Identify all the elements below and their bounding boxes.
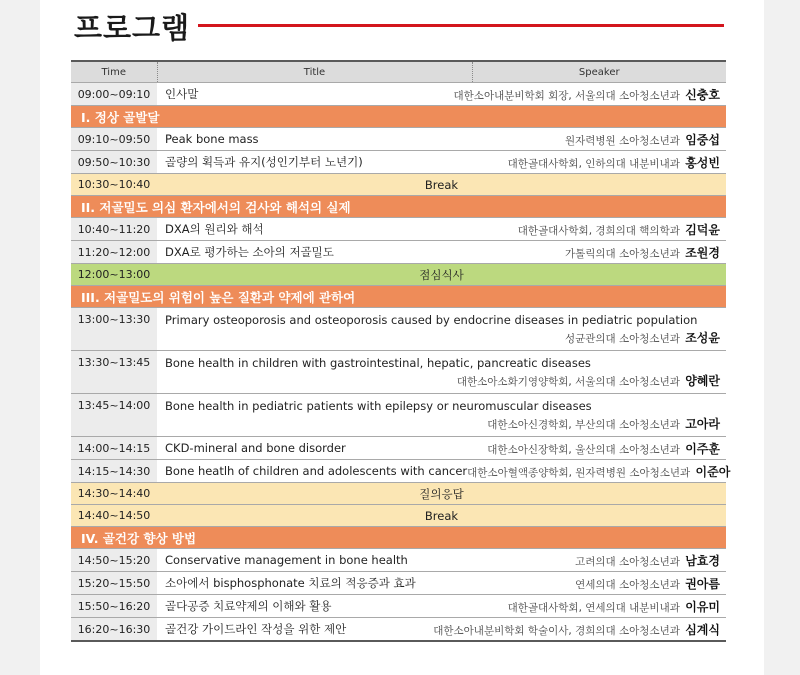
speaker-name: 임중섭 [685,132,720,147]
session-detail [157,308,726,351]
speaker-name: 이유미 [685,599,720,614]
break-row [71,174,726,196]
session-detail [157,394,726,437]
session-time: 09:00~09:10 [71,83,157,106]
session-time: 10:40~11:20 [71,218,157,241]
session-row [71,572,726,595]
session-title: 골량의 획득과 유지(성인기부터 노년기) [165,155,363,169]
speaker [487,440,720,457]
session-time: 09:10~09:50 [71,128,157,151]
speaker [454,86,720,103]
program-table [71,60,731,642]
session-time: 13:30~13:45 [71,351,157,394]
speaker-name: 이준아 [695,464,731,479]
session-detail [157,128,726,151]
session-detail [157,218,726,241]
speaker-affiliation: 원자력병원 소아청소년과 [564,134,680,147]
speaker [508,598,720,615]
session-row [71,595,726,618]
break-label: Break [157,174,726,196]
speaker-name: 조성윤 [685,331,720,345]
speaker-name: 조원경 [685,245,720,260]
speaker-name: 남효경 [685,553,720,568]
session-detail [157,572,726,595]
session-title: Conservative management in bone health [165,553,408,567]
session-detail [157,241,726,264]
section-title: III. 저골밀도의 위험이 높은 질환과 약제에 관하여 [71,286,726,308]
speaker [565,131,720,148]
session-detail [157,618,726,642]
section-header [71,106,726,128]
session-title: DXA의 원리와 해석 [165,222,264,236]
session-time: 13:00~13:30 [71,308,157,351]
speaker [518,221,720,238]
header-title: Title [157,61,472,83]
speaker-affiliation: 성균관의대 소아청소년과 [564,333,680,345]
speaker-name: 양혜란 [685,374,720,388]
speaker-affiliation: 대한소아내분비학회 학술이사, 경희의대 소아청소년과 [433,624,680,637]
session-time: 16:20~16:30 [71,618,157,642]
speaker-affiliation: 대한골대사학회, 연세의대 내분비내과 [507,601,680,614]
session-title: Bone heatlh of children and adolescents with cancer [165,464,468,478]
session-row [71,218,726,241]
session-title: 소아에서 bisphosphonate 치료의 적응증과 효과 [165,576,416,590]
speaker-affiliation: 대한소아내분비학회 회장, 서울의대 소아청소년과 [453,89,680,102]
session-title: DXA로 평가하는 소아의 저골밀도 [165,245,334,259]
section-header [71,196,726,218]
section-title: IV. 골건강 향상 방법 [71,527,726,549]
title-rule [198,24,724,27]
session-row [71,618,726,642]
table-header [71,61,726,83]
break-row [71,264,726,286]
speaker [165,329,720,346]
section-title: I. 정상 골발달 [71,106,726,128]
speaker-name: 홍성빈 [685,155,720,170]
session-detail [157,351,726,394]
header-time: Time [71,61,157,83]
session-row [71,308,726,351]
session-time: 11:20~12:00 [71,241,157,264]
session-title: 골건강 가이드라인 작성을 위한 제안 [165,622,347,636]
speaker-name: 고아라 [685,417,720,431]
session-time: 13:45~14:00 [71,394,157,437]
speaker [575,552,720,569]
session-time: 09:50~10:30 [71,151,157,174]
session-row [71,151,726,174]
speaker-affiliation: 대한소아소화기영양학회, 서울의대 소아청소년과 [456,376,680,388]
session-detail [157,437,726,460]
session-row [71,437,726,460]
speaker [467,463,730,480]
session-title: Bone health in pediatric patients with epilepsy or neuromuscular diseases [165,399,592,413]
speaker [165,372,720,389]
session-detail [157,83,726,106]
session-time: 14:50~15:20 [71,549,157,572]
session-title: 인사말 [165,87,199,101]
break-label: 질의응답 [157,483,726,505]
speaker [565,244,720,261]
section-header [71,527,726,549]
speaker [165,415,720,432]
session-title: Bone health in children with gastrointestinal, hepatic, pancreatic diseases [165,356,591,370]
break-row [71,483,726,505]
section-header [71,286,726,308]
session-row [71,460,726,483]
speaker-affiliation: 가톨릭의대 소아청소년과 [564,247,680,260]
session-row [71,549,726,572]
session-row [71,394,726,437]
speaker-affiliation: 대한소아신장학회, 울산의대 소아청소년과 [487,443,680,456]
session-row [71,83,726,106]
session-time: 15:50~16:20 [71,595,157,618]
speaker [575,575,720,592]
speaker-name: 이주훈 [685,441,720,456]
speaker-affiliation: 대한골대사학회, 경희의대 핵의학과 [517,224,680,237]
session-title: CKD-mineral and bone disorder [165,441,346,455]
session-row [71,351,726,394]
speaker [433,621,720,638]
session-detail [157,549,726,572]
session-row [71,241,726,264]
session-title: Peak bone mass [165,132,259,146]
speaker-affiliation: 고려의대 소아청소년과 [575,555,680,568]
speaker-affiliation: 대한골대사학회, 인하의대 내분비내과 [507,157,680,170]
speaker-affiliation: 연세의대 소아청소년과 [575,578,680,591]
speaker-affiliation: 대한소아신경학회, 부산의대 소아청소년과 [487,419,680,431]
page-title: 프로그램 [74,11,191,45]
program-body [71,83,731,642]
session-time: 14:00~14:15 [71,437,157,460]
session-title: Primary osteoporosis and osteoporosis caused by endocrine diseases in pediatric population [165,313,698,327]
speaker [508,154,720,171]
session-detail [157,595,726,618]
speaker-name: 신충호 [685,87,720,102]
program-page [40,0,764,675]
session-row [71,128,726,151]
session-time: 14:15~14:30 [71,460,157,483]
session-time: 15:20~15:50 [71,572,157,595]
session-time: 10:30~10:40 [71,174,157,196]
speaker-name: 김덕윤 [685,222,720,237]
speaker-name: 권아름 [685,576,720,591]
session-detail [157,460,731,483]
session-detail [157,151,726,174]
session-time: 12:00~13:00 [71,264,157,286]
break-label: 점심식사 [157,264,726,286]
header-speaker: Speaker [472,61,726,83]
break-label: Break [157,505,726,527]
session-time: 14:30~14:40 [71,483,157,505]
session-time: 14:40~14:50 [71,505,157,527]
session-title: 골다공증 치료약제의 이해와 활용 [165,599,332,613]
section-title: II. 저골밀도 의심 환자에서의 검사와 해석의 실제 [71,196,726,218]
speaker-name: 심계식 [685,622,720,637]
break-row [71,505,726,527]
speaker-affiliation: 대한소아혈액종양학회, 원자력병원 소아청소년과 [467,466,691,479]
